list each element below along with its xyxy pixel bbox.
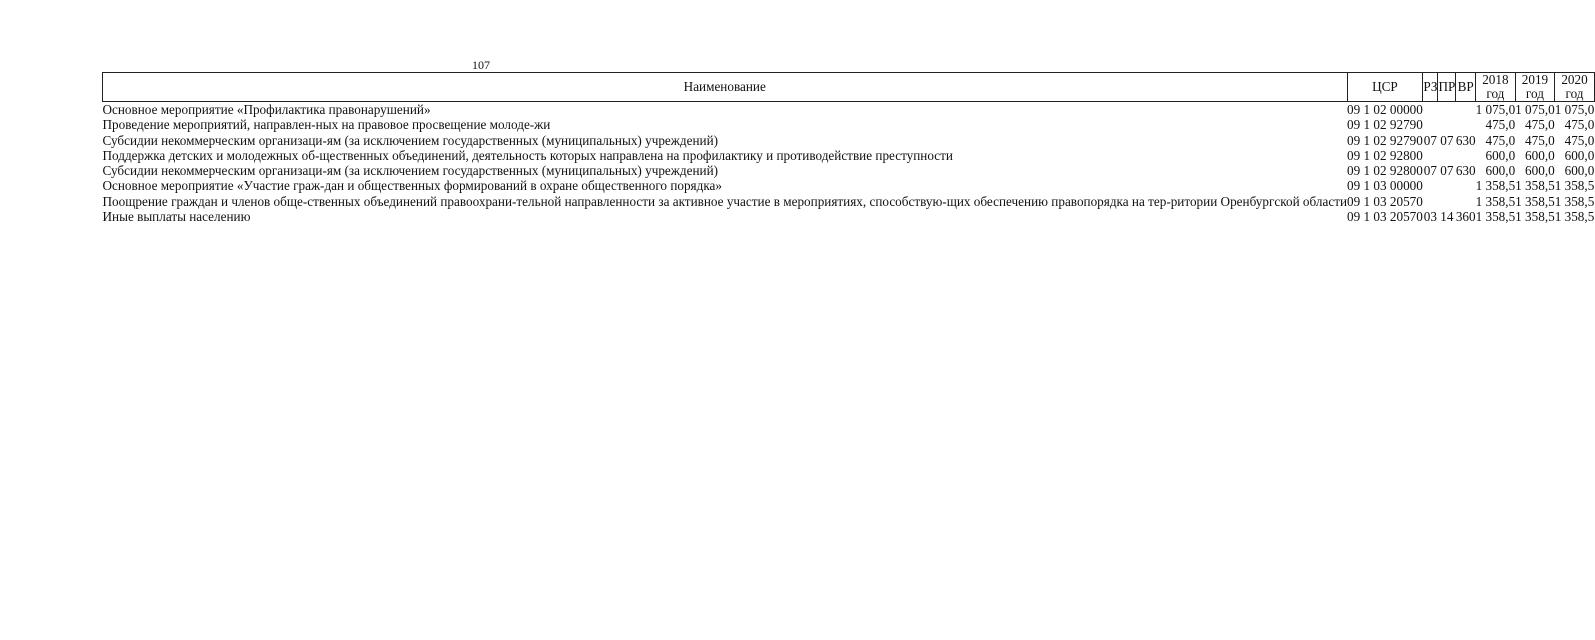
- row-pr: 07: [1440, 132, 1454, 148]
- row-name: Основное мероприятие «Профилактика правонарушений»: [102, 102, 431, 117]
- row-name: Иные выплаты населению: [102, 209, 251, 225]
- row-2018: 475,0: [1485, 132, 1516, 148]
- table-row: [103, 148, 1595, 163]
- row-2020: 475,0: [1564, 117, 1595, 133]
- row-name: Поддержка детских и молодежных об-щественных объединений, деятельность которых направлена на профилактику и противодействие преступности: [102, 147, 953, 163]
- row-2018: 1 358,5: [1475, 178, 1516, 194]
- row-2019: 1 358,5: [1515, 209, 1555, 225]
- row-2019: 600,0: [1525, 147, 1555, 163]
- row-pr: [1438, 178, 1456, 193]
- row-vr: 630: [1455, 163, 1476, 179]
- row-name: Проведение мероприятий, направлен-ных на правовое просвещение молоде-жи: [102, 117, 551, 133]
- row-2019: 1 358,5: [1515, 178, 1555, 194]
- row-pr: 14: [1440, 209, 1454, 225]
- table-row: [103, 194, 1595, 209]
- header-name: Наименование: [103, 73, 1348, 102]
- row-2019: 475,0: [1525, 117, 1555, 133]
- row-name: Субсидии некоммерческим организаци-ям (за исключением государственных (муниципальных) учреждений): [102, 132, 719, 148]
- header-2018: 2018 год: [1476, 73, 1516, 102]
- row-2020: 1 075,0: [1554, 102, 1595, 117]
- row-csr: 09 1 02 92800: [1347, 163, 1423, 179]
- row-2018: 1 075,0: [1475, 102, 1516, 117]
- row-pr: [1438, 148, 1456, 163]
- row-rz: [1423, 148, 1438, 163]
- table-header-row: [103, 73, 1595, 102]
- budget-table: [102, 72, 1595, 224]
- row-2020: 1 358,5: [1554, 209, 1595, 225]
- row-vr: [1456, 148, 1476, 163]
- table-row: [103, 102, 1595, 118]
- row-rz: [1423, 102, 1438, 118]
- row-2019: 1 075,0: [1515, 102, 1555, 117]
- row-2020: 600,0: [1564, 163, 1595, 179]
- page-number: 107: [472, 58, 490, 72]
- row-csr: 09 1 02 92800: [1347, 147, 1423, 163]
- row-rz: [1423, 117, 1438, 132]
- row-vr: [1456, 102, 1476, 118]
- row-pr: [1438, 117, 1456, 132]
- row-name: Основное мероприятие «Участие граж-дан и общественных формирований в охране общественного порядка»: [102, 178, 722, 194]
- row-2019: 600,0: [1525, 163, 1555, 179]
- row-2019: 1 358,5: [1515, 193, 1555, 209]
- row-vr: [1456, 194, 1476, 209]
- row-rz: [1423, 178, 1438, 193]
- table-row: [103, 178, 1595, 193]
- row-vr: [1456, 178, 1476, 193]
- header-rz: РЗ: [1423, 73, 1438, 102]
- table-row: [103, 133, 1595, 148]
- header-2020: 2020 год: [1555, 73, 1595, 102]
- table-row: [103, 209, 1595, 224]
- row-2018: 600,0: [1485, 163, 1516, 179]
- header-vr: ВР: [1456, 73, 1476, 102]
- row-name: Субсидии некоммерческим организаци-ям (за исключением государственных (муниципальных) учреждений): [102, 163, 719, 179]
- header-pr: ПР: [1438, 73, 1456, 102]
- row-csr: 09 1 02 00000: [1347, 102, 1423, 117]
- row-rz: 07: [1423, 132, 1437, 148]
- row-2018: 600,0: [1485, 147, 1516, 163]
- row-pr: 07: [1440, 163, 1454, 179]
- row-name: Поощрение граждан и членов обще-ственных объединений правоохрани-тельной направленности за активное участие в мероприятиях, способствую-щих обеспечению правопорядка на тер-ритории Оренбургской области: [102, 193, 1348, 209]
- row-csr: 09 1 02 92790: [1347, 117, 1423, 133]
- row-rz: [1423, 194, 1438, 209]
- table-row: [103, 163, 1595, 178]
- row-rz: 03: [1423, 209, 1437, 225]
- row-csr: 09 1 03 20570: [1347, 209, 1423, 225]
- row-vr: [1456, 117, 1476, 132]
- header-2019: 2019 год: [1515, 73, 1555, 102]
- row-csr: 09 1 03 00000: [1347, 178, 1423, 194]
- row-csr: 09 1 02 92790: [1347, 132, 1423, 148]
- row-2018: 475,0: [1485, 117, 1516, 133]
- row-2018: 1 358,5: [1475, 209, 1516, 225]
- row-csr: 09 1 03 20570: [1347, 193, 1423, 209]
- row-vr: 360: [1455, 209, 1476, 225]
- row-2020: 1 358,5: [1554, 193, 1595, 209]
- row-2020: 1 358,5: [1554, 178, 1595, 194]
- row-2020: 475,0: [1564, 132, 1595, 148]
- row-2019: 475,0: [1525, 132, 1555, 148]
- table-row: [103, 117, 1595, 132]
- row-rz: 07: [1423, 163, 1437, 179]
- header-csr: ЦСР: [1347, 73, 1423, 102]
- row-pr: [1438, 194, 1456, 209]
- row-vr: 630: [1455, 132, 1476, 148]
- row-2018: 1 358,5: [1475, 193, 1516, 209]
- row-2020: 600,0: [1564, 147, 1595, 163]
- row-pr: [1438, 102, 1456, 118]
